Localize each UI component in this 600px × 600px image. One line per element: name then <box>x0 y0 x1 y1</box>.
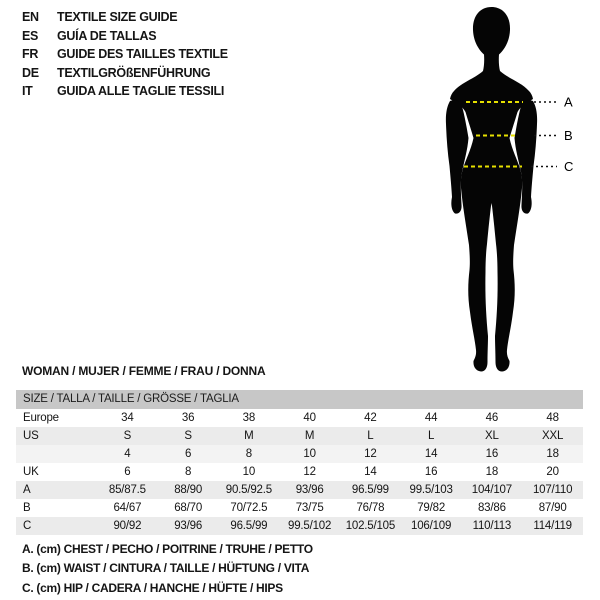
size-cell: 96.5/99 <box>230 520 268 532</box>
size-cell: 93/96 <box>295 484 324 496</box>
row-label: A <box>23 484 31 496</box>
size-cell: 83/86 <box>477 502 506 514</box>
size-cell: 70/72.5 <box>230 502 268 514</box>
size-cell: M <box>244 430 254 442</box>
size-cell: 90/92 <box>113 520 142 532</box>
measurement-figure <box>410 0 600 380</box>
row-label: US <box>23 430 39 442</box>
language-title: TEXTILE SIZE GUIDE <box>57 10 178 24</box>
size-cell: M <box>304 430 315 442</box>
size-cell: 68/70 <box>174 502 203 514</box>
size-cell: 99.5/102 <box>288 520 332 532</box>
table-row-chest <box>16 481 583 499</box>
size-cell: 64/67 <box>113 502 142 514</box>
size-cell: 10 <box>303 448 316 460</box>
size-cell: 38 <box>242 412 256 424</box>
size-cell: 76/78 <box>356 502 385 514</box>
table-row-us-numeric <box>16 445 583 463</box>
size-cell: 104/107 <box>471 484 512 496</box>
size-cell: 16 <box>485 448 499 460</box>
size-cell: XXL <box>542 430 564 442</box>
size-cell: 87/90 <box>538 502 567 514</box>
hip-marker-label: C <box>564 159 574 174</box>
size-cell: 107/110 <box>532 484 573 496</box>
row-label: Europe <box>23 412 59 424</box>
row-label: B <box>23 502 31 514</box>
size-cell: 99.5/103 <box>409 484 453 496</box>
size-cell: 4 <box>124 448 131 460</box>
row-label: UK <box>23 466 39 478</box>
language-row-it <box>22 82 228 101</box>
size-cell: 12 <box>364 448 377 460</box>
row-label <box>16 445 97 463</box>
size-cell: 6 <box>124 466 131 478</box>
size-cell: S <box>184 430 192 442</box>
language-row-es <box>22 27 228 46</box>
language-row-fr <box>22 45 228 64</box>
legend-item-waist: B. (cm) WAIST / CINTURA / TAILLE / HÜFTUNG / VITA <box>22 561 310 576</box>
size-table-header: SIZE / TALLA / TAILLE / GRÖSSE / TAGLIA <box>16 390 583 409</box>
legend-item-hip: C. (cm) HIP / CADERA / HANCHE / HÜFTE / HIPS <box>22 580 283 595</box>
size-cell: 93/96 <box>174 520 203 532</box>
size-cell: 14 <box>364 466 377 478</box>
language-title: GUÍA DE TALLAS <box>57 28 157 43</box>
size-cell: L <box>428 430 435 442</box>
size-cell: 10 <box>242 466 256 478</box>
size-cell: 40 <box>303 412 316 424</box>
size-cell: 8 <box>185 466 192 478</box>
size-cell: 12 <box>303 466 316 478</box>
woman-silhouette <box>450 7 533 372</box>
size-cell: 8 <box>245 448 252 460</box>
waist-marker-label: B <box>564 128 573 143</box>
legend-item-chest: A. (cm) CHEST / PECHO / POITRINE / TRUHE / PETTO <box>22 542 313 556</box>
size-cell: 44 <box>424 412 438 424</box>
size-cell: 102.5/105 <box>345 520 396 532</box>
size-cell: 88/90 <box>174 484 203 496</box>
table-row-hip <box>16 517 583 535</box>
language-guide-block <box>22 8 228 101</box>
language-code: ES <box>22 28 39 43</box>
size-cell: 34 <box>121 412 134 424</box>
size-cell: 114/119 <box>533 520 572 532</box>
row-label: C <box>23 520 32 532</box>
table-row-us <box>16 427 583 445</box>
measurement-legend <box>22 540 313 598</box>
size-cell: 18 <box>546 448 559 460</box>
language-code: IT <box>22 84 33 99</box>
size-cell: 48 <box>546 412 559 424</box>
size-cell: 85/87.5 <box>108 484 146 496</box>
language-title: GUIDE DES TAILLES TEXTILE <box>57 47 228 62</box>
size-cell: 18 <box>485 466 499 478</box>
size-cell: L <box>367 430 374 442</box>
size-cell: 79/82 <box>417 502 446 514</box>
table-row-europe <box>16 409 583 427</box>
size-cell: 90.5/92.5 <box>225 484 272 496</box>
size-cell: 6 <box>185 448 192 460</box>
size-cell: 73/75 <box>295 502 324 514</box>
size-cell: 36 <box>181 412 195 424</box>
chest-marker-label: A <box>564 94 573 110</box>
language-title: TEXTILGRÖßENFÜHRUNG <box>57 65 211 80</box>
size-table <box>16 390 583 535</box>
size-cell: 16 <box>424 466 438 478</box>
language-row-de <box>22 64 228 83</box>
size-cell: 46 <box>485 412 499 424</box>
size-cell: 14 <box>424 448 438 460</box>
size-cell: 110/113 <box>472 520 512 532</box>
language-code: EN <box>22 10 39 24</box>
table-row-waist <box>16 499 583 517</box>
language-title: GUIDA ALLE TAGLIE TESSILI <box>57 84 225 99</box>
category-heading: WOMAN / MUJER / FEMME / FRAU / DONNA <box>22 364 266 378</box>
size-cell: 42 <box>364 412 377 424</box>
size-cell: 106/109 <box>411 520 452 532</box>
size-cell: S <box>123 430 132 442</box>
language-code: FR <box>22 47 39 62</box>
language-code: DE <box>22 65 39 80</box>
size-cell: XL <box>485 430 499 442</box>
size-cell: 20 <box>546 466 559 478</box>
language-row-en <box>22 8 228 27</box>
size-cell: 96.5/99 <box>351 484 389 496</box>
table-row-uk <box>16 463 583 481</box>
